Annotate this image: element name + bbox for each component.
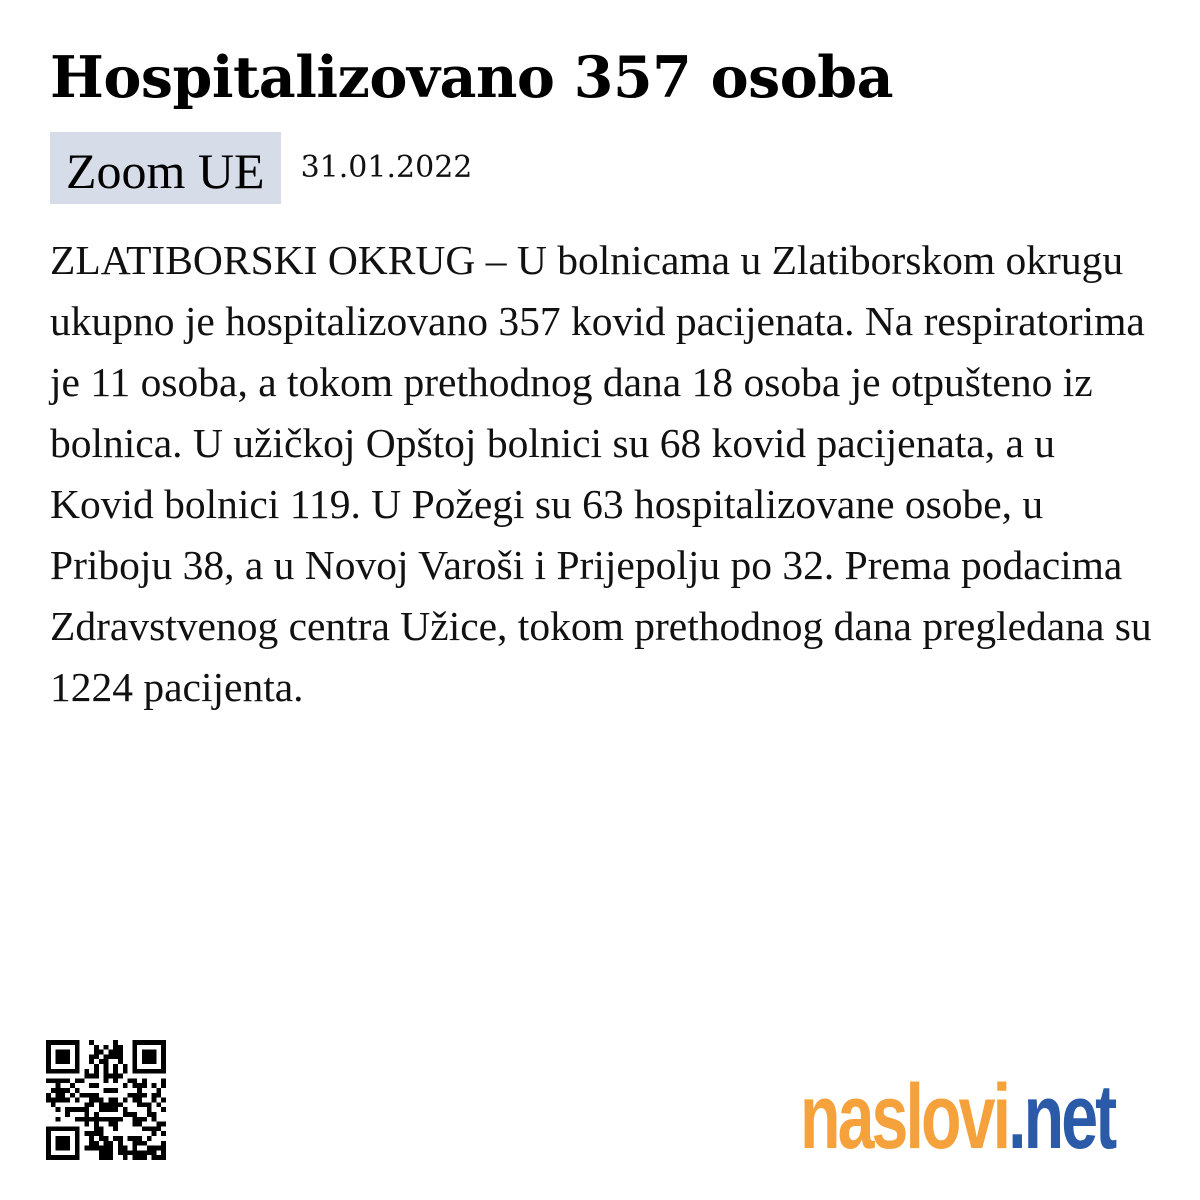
source-badge[interactable]: Zoom UE — [50, 132, 281, 204]
article-body: ZLATIBORSKI OKRUG – U bolnicama u Zlatiborskom okrugu ukupno je hospitalizovano 357 kovid pacijenata. Na respiratorima je 11 osoba, a tokom prethodnog dana 18 osoba je otpušteno iz bolnica. U užičkoj Opštoj bolnici su 68 kovid pacijenata, a u Kovid bolnici 119. U Požegi su 63 hospitalizovane osobe, u Priboju 38, a u Novoj Varoši i Prijepolju po 32. Prema podacima Zdravstvenog centra Užice, tokom prethodnog dana pregledana su 1224 pacijenta. — [50, 237, 1152, 710]
logo-domain: .net — [1008, 1066, 1115, 1168]
naslovi-logo[interactable] — [800, 1068, 1164, 1166]
publish-date: 31.01.2022 — [300, 150, 473, 185]
qr-code-icon — [46, 1037, 166, 1163]
logo-brand: naslovi — [800, 1066, 1009, 1168]
logo-wordmark — [800, 1068, 1114, 1166]
article-meta — [50, 132, 472, 204]
article-title: Hospitalizovano 357 osoba — [50, 44, 894, 111]
